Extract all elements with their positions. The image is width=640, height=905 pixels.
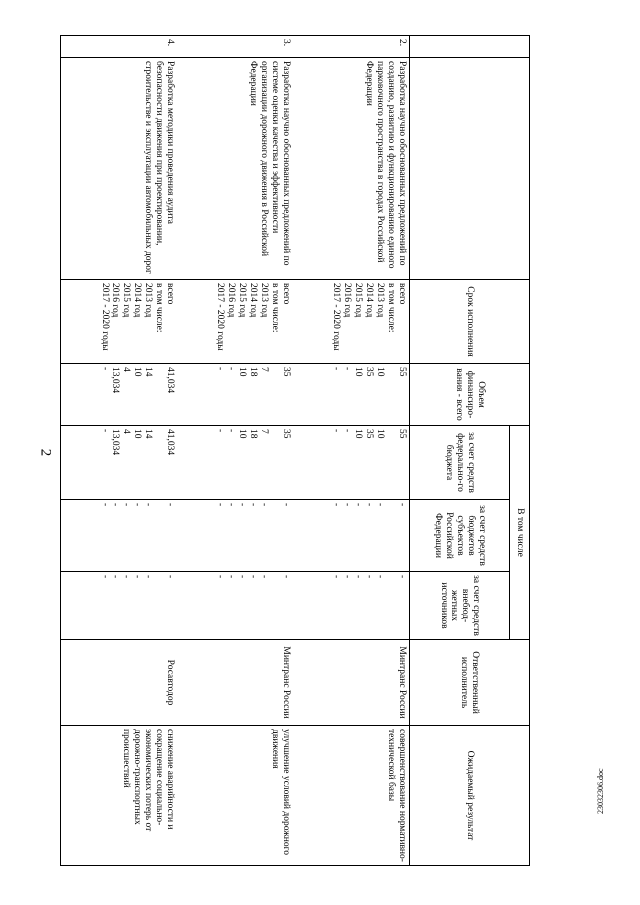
row-periods-line: 2014 год bbox=[364, 283, 375, 318]
row-periods-line: 2016 год bbox=[226, 283, 237, 318]
row-periods-line: всего bbox=[165, 283, 176, 305]
row-periods-line: в том числе: bbox=[386, 283, 397, 333]
row-total bbox=[61, 364, 178, 426]
row-federal-line bbox=[153, 429, 164, 496]
row-federal-line: 7 bbox=[259, 429, 270, 434]
header-extra: за счет средств внебюд-жетных источников bbox=[410, 572, 510, 640]
row-federal-line: 35 bbox=[364, 429, 375, 439]
row-extra-line: - bbox=[110, 575, 121, 579]
header-incl: В том числе bbox=[510, 426, 530, 640]
row-periods-line: 2016 год bbox=[342, 283, 353, 318]
row-extra-line: - bbox=[226, 575, 237, 579]
row-periods-line: 2015 год bbox=[121, 283, 132, 318]
row-regional bbox=[61, 500, 178, 572]
row-federal-line: - bbox=[226, 429, 237, 433]
row-regional-line: - bbox=[375, 503, 386, 507]
program-table bbox=[60, 35, 530, 866]
row-extra-line bbox=[153, 575, 164, 636]
header-num bbox=[410, 36, 530, 58]
row-total-line: - bbox=[331, 367, 342, 371]
row-federal bbox=[293, 426, 410, 500]
row-total-line bbox=[153, 367, 164, 422]
row-executor: Минтранс России bbox=[177, 640, 293, 726]
row-periods bbox=[293, 280, 410, 364]
row-periods-line: 2014 год bbox=[248, 283, 259, 318]
row-result: снижение аварийности и сокращение социально-экономических потерь от дорожно-транспортных происшествий bbox=[61, 726, 178, 866]
row-total-line: 18 bbox=[248, 367, 259, 377]
row-federal-line: 55 bbox=[397, 429, 407, 439]
row-extra-line: - bbox=[143, 575, 154, 579]
header-name bbox=[410, 58, 530, 280]
row-extra-line: - bbox=[248, 575, 259, 579]
row-total-line: 41,034 bbox=[165, 367, 176, 394]
row-total bbox=[293, 364, 410, 426]
row-regional-line: - bbox=[143, 503, 154, 507]
row-regional-line: - bbox=[342, 503, 353, 507]
row-extra bbox=[177, 572, 293, 640]
row-regional-line: - bbox=[132, 503, 143, 507]
row-total-line bbox=[269, 367, 280, 422]
row-total-line: 35 bbox=[364, 367, 375, 377]
row-regional-line: - bbox=[397, 503, 407, 507]
row-federal-line: 14 bbox=[143, 429, 154, 439]
row-federal-line: - bbox=[99, 429, 110, 433]
row-total-line: - bbox=[342, 367, 353, 371]
row-total-line: 4 bbox=[121, 367, 132, 372]
row-periods-line: 2013 год bbox=[375, 283, 386, 318]
row-regional bbox=[177, 500, 293, 572]
table-row bbox=[61, 36, 178, 866]
row-regional-line: - bbox=[248, 503, 259, 507]
row-total-line: 35 bbox=[280, 367, 291, 377]
row-total-line: 10 bbox=[375, 367, 386, 377]
row-number: 2. bbox=[293, 36, 410, 58]
row-regional-line: - bbox=[121, 503, 132, 507]
row-regional-line: - bbox=[331, 503, 342, 507]
row-total-line: 7 bbox=[259, 367, 270, 372]
row-extra-line: - bbox=[364, 575, 375, 579]
row-regional-line: - bbox=[165, 503, 176, 507]
row-periods-line: в том числе: bbox=[270, 283, 281, 333]
table-row bbox=[177, 36, 293, 866]
row-result: совершенствование нормативно-технической базы bbox=[293, 726, 410, 866]
row-total-line: 14 bbox=[143, 367, 154, 377]
table-row bbox=[293, 36, 410, 866]
row-total-line: 55 bbox=[397, 367, 407, 377]
row-periods-line: всего bbox=[397, 283, 407, 305]
row-name: Разработка научно обоснованных предложений по системе оценки качества и эффективности организации дорожного движения в Российской Федерации bbox=[177, 58, 293, 280]
row-extra-line: - bbox=[99, 575, 110, 579]
row-federal-line: - bbox=[342, 429, 353, 433]
header-total: Объем финансиро-вания - всего bbox=[410, 364, 530, 426]
row-periods-line: 2015 год bbox=[237, 283, 248, 318]
row-federal-line: 10 bbox=[375, 429, 386, 439]
row-federal-line: - bbox=[331, 429, 342, 433]
row-extra-line bbox=[385, 575, 396, 636]
row-regional-line bbox=[153, 503, 164, 568]
row-federal-line: 41,034 bbox=[165, 429, 176, 456]
row-extra-line: - bbox=[353, 575, 364, 579]
row-periods-line: 2016 год bbox=[110, 283, 121, 318]
header-regional: за счет средств бюджетов субъектов Российской Федерации bbox=[410, 500, 510, 572]
header-deadline: Срок исполнения bbox=[410, 280, 530, 364]
row-federal-line: 18 bbox=[248, 429, 259, 439]
row-periods-line: 2014 год bbox=[132, 283, 143, 318]
row-regional-line: - bbox=[110, 503, 121, 507]
row-periods-line: 2013 год bbox=[143, 283, 154, 318]
footer-filename: 23032306.doc bbox=[596, 768, 605, 814]
row-federal bbox=[177, 426, 293, 500]
row-periods-line: всего bbox=[280, 283, 291, 305]
row-extra-line: - bbox=[215, 575, 226, 579]
row-executor: Росавтодор bbox=[61, 640, 178, 726]
row-periods-line: 2017 - 2020 годы bbox=[331, 283, 342, 351]
row-periods bbox=[177, 280, 293, 364]
header-result: Ожидаемый результат bbox=[410, 726, 530, 866]
row-federal-line: 10 bbox=[237, 429, 248, 439]
row-regional-line bbox=[385, 503, 396, 568]
row-federal-line: 10 bbox=[353, 429, 364, 439]
row-total-line: - bbox=[215, 367, 226, 371]
row-executor: Минтранс России bbox=[293, 640, 410, 726]
row-regional-line: - bbox=[237, 503, 248, 507]
row-periods bbox=[61, 280, 178, 364]
header-executor: Ответственный исполнитель bbox=[410, 640, 530, 726]
row-extra bbox=[293, 572, 410, 640]
row-federal-line: 4 bbox=[121, 429, 132, 434]
row-extra-line: - bbox=[121, 575, 132, 579]
row-periods-line: 2017 - 2020 годы bbox=[215, 283, 226, 351]
row-federal-line: 35 bbox=[280, 429, 291, 439]
row-total-line: 10 bbox=[237, 367, 248, 377]
header-federal: за счет средств федерально-го бюджета bbox=[410, 426, 510, 500]
row-extra-line bbox=[269, 575, 280, 636]
row-total-line: 13,034 bbox=[110, 367, 121, 394]
row-federal-line: 13,034 bbox=[110, 429, 121, 456]
row-regional-line: - bbox=[364, 503, 375, 507]
row-federal-line: - bbox=[215, 429, 226, 433]
row-regional-line: - bbox=[215, 503, 226, 507]
row-total-line: 10 bbox=[353, 367, 364, 377]
row-total-line: - bbox=[226, 367, 237, 371]
row-result: улучшение условий дорожного движения bbox=[177, 726, 293, 866]
row-regional-line: - bbox=[353, 503, 364, 507]
rotated-table-container bbox=[60, 35, 530, 865]
row-regional-line: - bbox=[99, 503, 110, 507]
row-extra-line: - bbox=[331, 575, 342, 579]
row-regional bbox=[293, 500, 410, 572]
row-total-line bbox=[385, 367, 396, 422]
row-extra bbox=[61, 572, 178, 640]
row-total-line: - bbox=[99, 367, 110, 371]
row-extra-line: - bbox=[397, 575, 407, 579]
row-periods-line: 2015 год bbox=[353, 283, 364, 318]
row-extra-line: - bbox=[259, 575, 270, 579]
row-periods-line: в том числе: bbox=[154, 283, 165, 333]
row-extra-line: - bbox=[237, 575, 248, 579]
row-extra-line: - bbox=[375, 575, 386, 579]
row-extra-line: - bbox=[342, 575, 353, 579]
row-federal-line: 10 bbox=[132, 429, 143, 439]
row-extra-line: - bbox=[280, 575, 291, 579]
row-regional-line bbox=[269, 503, 280, 568]
row-total-line: 10 bbox=[132, 367, 143, 377]
row-regional-line: - bbox=[226, 503, 237, 507]
row-periods-line: 2013 год bbox=[259, 283, 270, 318]
page-number: 2 bbox=[37, 448, 54, 457]
row-total bbox=[177, 364, 293, 426]
row-federal-line bbox=[269, 429, 280, 496]
row-name: Разработка методики проведения аудита безопасности движения при проектировании, строительстве и эксплуатации автомобильных дорог bbox=[61, 58, 178, 280]
row-number: 3. bbox=[177, 36, 293, 58]
row-extra-line: - bbox=[165, 575, 176, 579]
row-name: Разработка научно обоснованных предложений по созданию, развитию и функционированию единого парковочного пространства в городах Российской Федерации bbox=[293, 58, 410, 280]
row-regional-line: - bbox=[259, 503, 270, 507]
row-federal-line bbox=[385, 429, 396, 496]
row-periods-line: 2017 - 2020 годы bbox=[99, 283, 110, 351]
row-federal bbox=[61, 426, 178, 500]
row-extra-line: - bbox=[132, 575, 143, 579]
row-number: 4. bbox=[61, 36, 178, 58]
row-regional-line: - bbox=[280, 503, 291, 507]
